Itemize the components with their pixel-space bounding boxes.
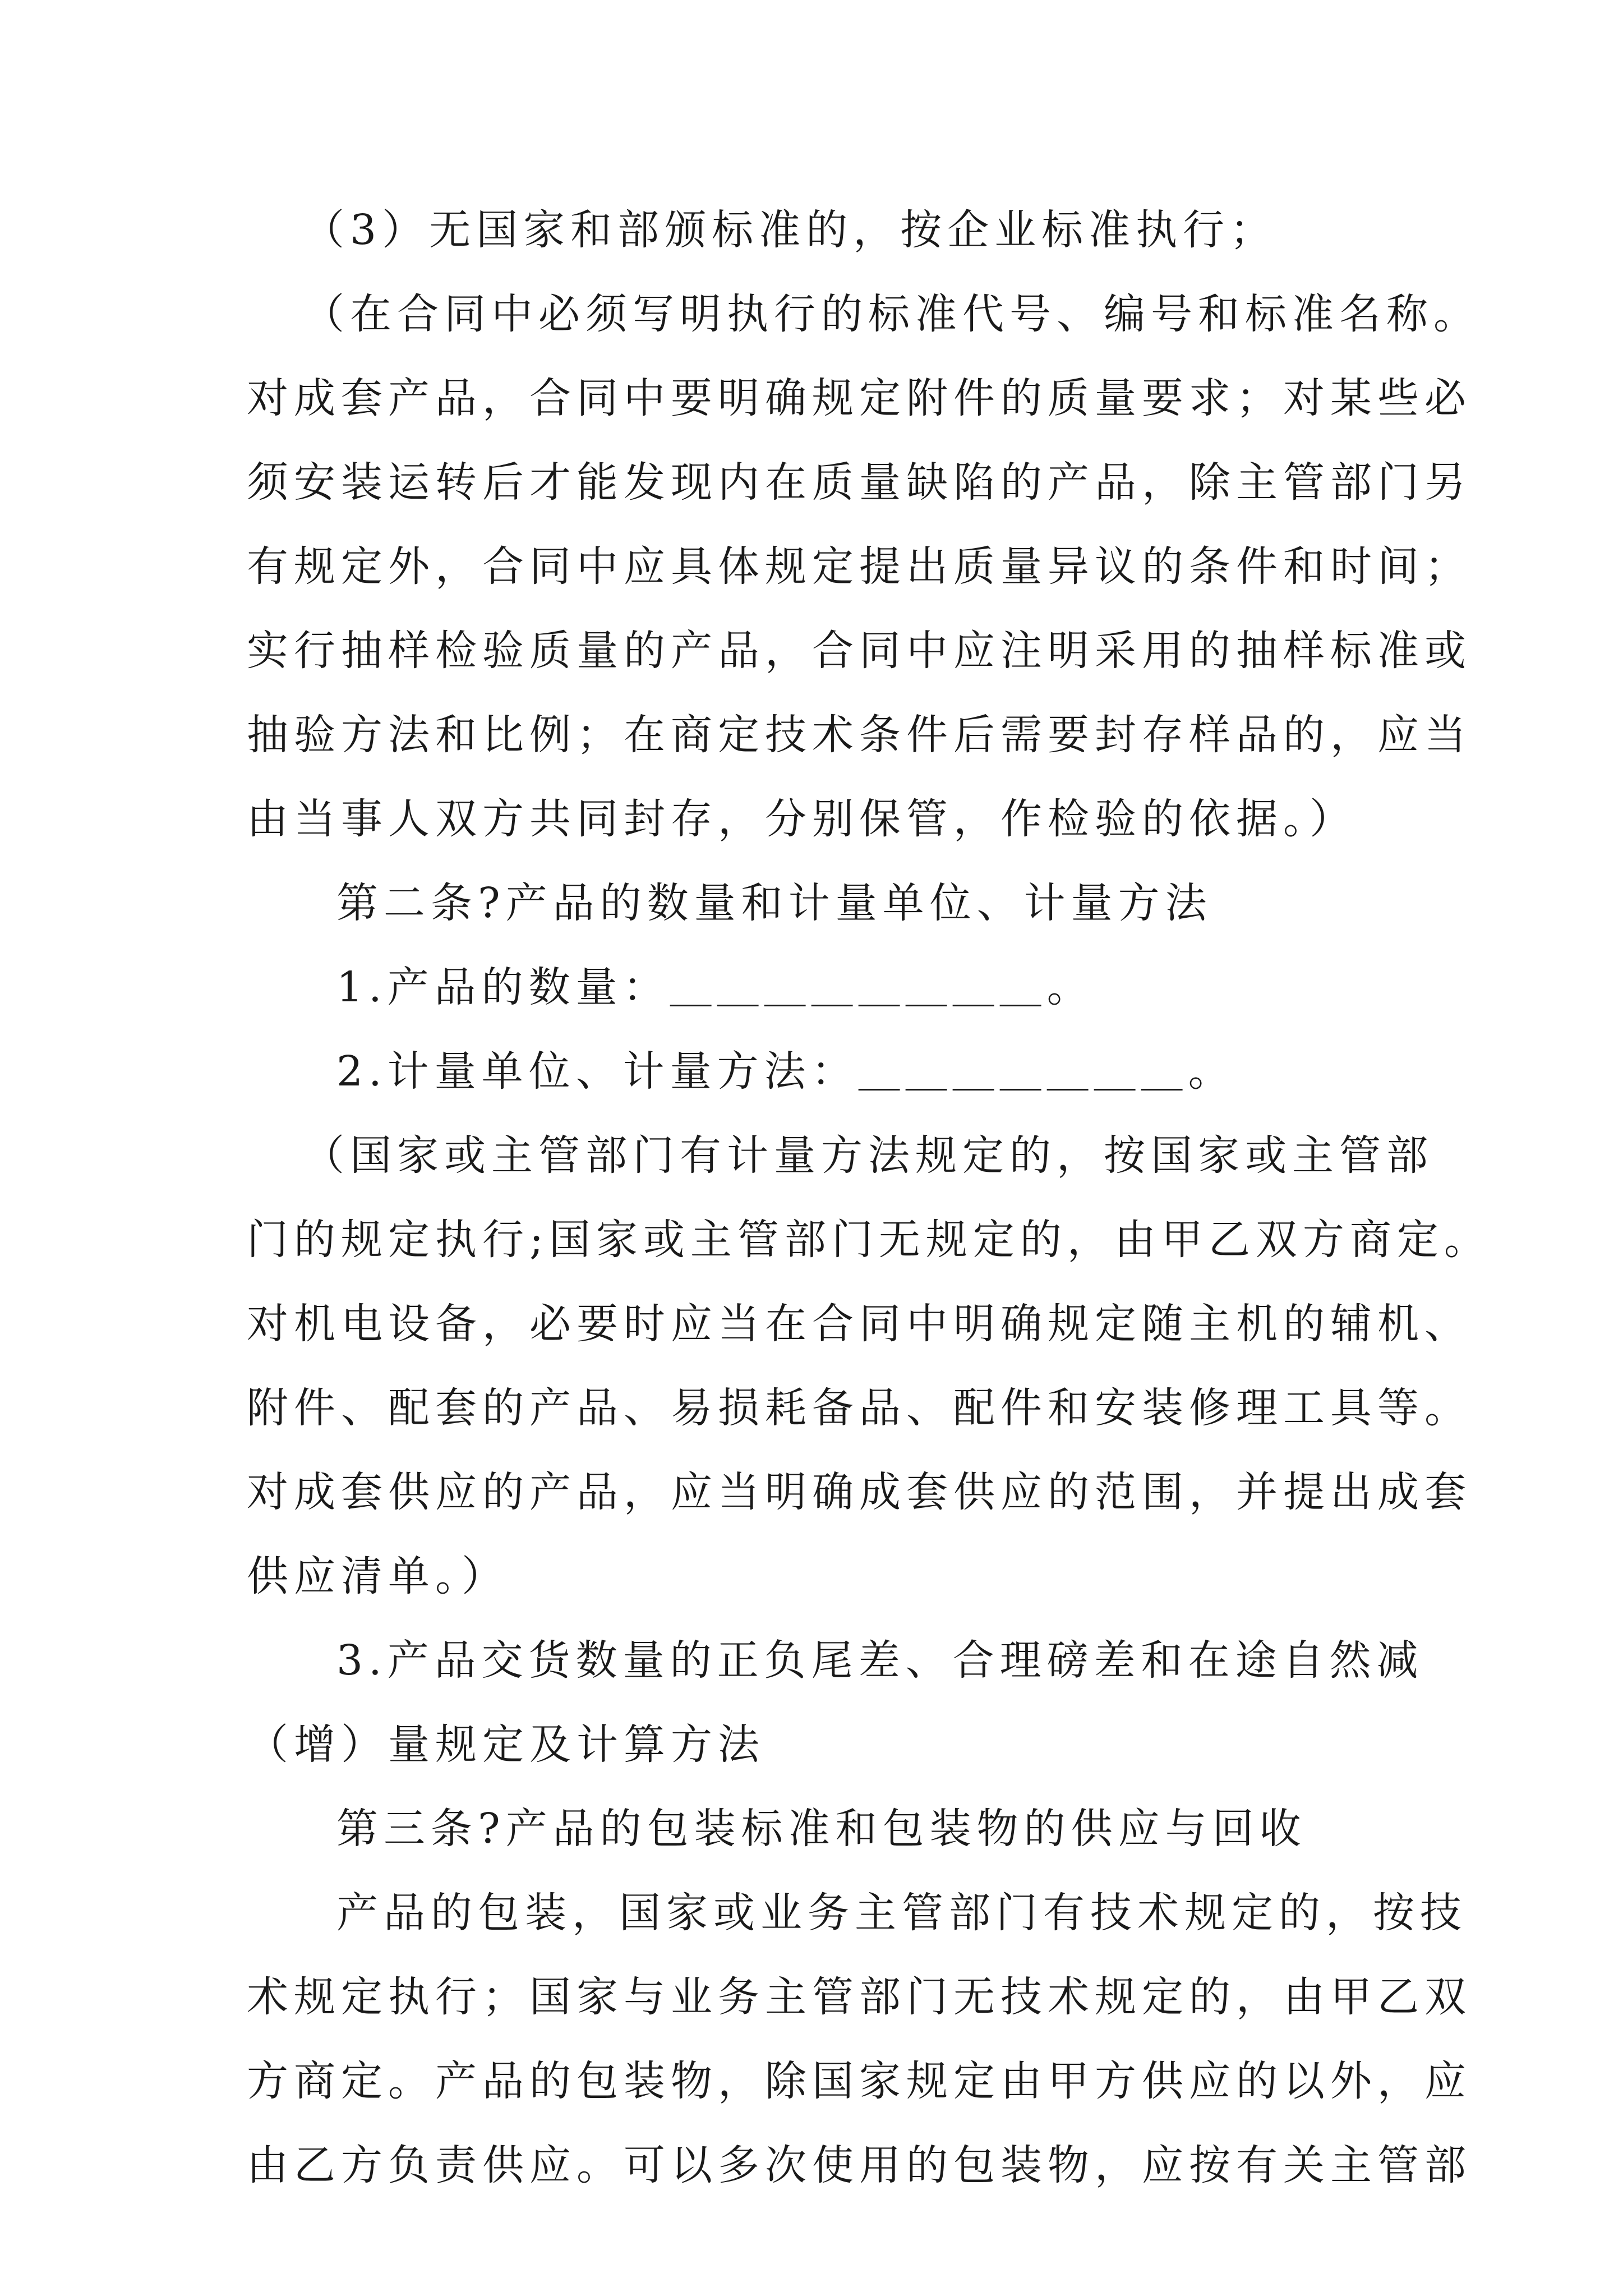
text-line: 抽验方法和比例；在商定技术条件后需要封存样品的，应当: [247, 711, 1472, 759]
text-line: 对机电设备，必要时应当在合同中明确规定随主机的辅机、: [247, 1300, 1472, 1348]
text-line: （在合同中必须写明执行的标准代号、编号和标准名称。: [303, 290, 1481, 338]
section-heading: 第二条?产品的数量和计量单位、计量方法: [336, 879, 1212, 927]
text-line: 附件、配套的产品、易损耗备品、配件和安装修理工具等。: [247, 1384, 1472, 1432]
text-line: 门的规定执行;国家或主管部门无规定的，由甲乙双方商定。: [247, 1216, 1491, 1264]
text-line: 对成套产品，合同中要明确规定附件的质量要求；对某些必: [247, 374, 1472, 422]
text-line: 对成套供应的产品，应当明确成套供应的范围，并提出成套: [247, 1468, 1472, 1516]
text-line: 3.产品交货数量的正负尾差、合理磅差和在途自然减: [336, 1636, 1424, 1685]
text-line: 须安装运转后才能发现内在质量缺陷的产品，除主管部门另: [247, 458, 1472, 507]
section-heading: 第三条?产品的包装标准和包装物的供应与回收: [336, 1805, 1307, 1853]
text-line: （3）无国家和部颁标准的，按企业标准执行；: [303, 206, 1278, 254]
text-line: 方商定。产品的包装物，除国家规定由甲方供应的以外，应: [247, 2057, 1472, 2105]
text-line: （增）量规定及计算方法: [247, 1720, 765, 1769]
text-line: 有规定外，合同中应具体规定提出质量异议的条件和时间；: [247, 542, 1472, 591]
text-line: 供应清单。）: [247, 1552, 509, 1600]
text-line: （国家或主管部门有计量方法规定的，按国家或主管部: [303, 1131, 1433, 1180]
text-line: 由当事人双方共同封存，分别保管，作检验的依据。）: [247, 795, 1357, 843]
text-line: 实行抽样检验质量的产品，合同中应注明采用的抽样标准或: [247, 627, 1472, 675]
text-line: 1.产品的数量：＿＿＿＿＿＿＿＿。: [336, 963, 1094, 1011]
text-line: 2.计量单位、计量方法：＿＿＿＿＿＿＿。: [336, 1047, 1235, 1096]
text-line: 产品的包装，国家或业务主管部门有技术规定的，按技: [336, 1889, 1467, 1937]
text-line: 由乙方负责供应。可以多次使用的包装物，应按有关主管部: [247, 2141, 1472, 2189]
text-line: 术规定执行；国家与业务主管部门无技术规定的，由甲乙双: [247, 1973, 1472, 2021]
